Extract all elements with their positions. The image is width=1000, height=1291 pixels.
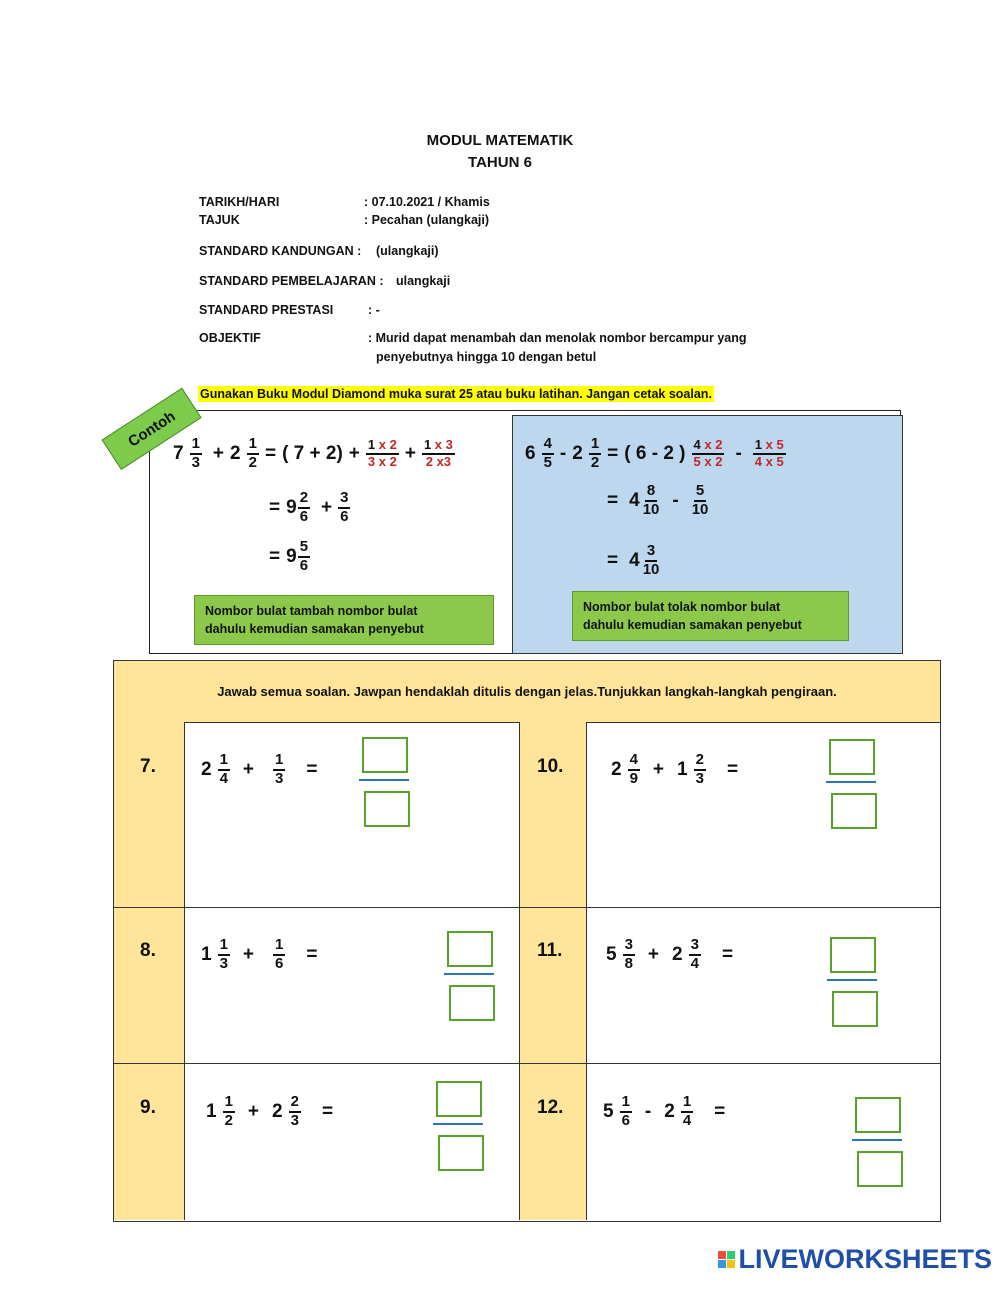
logo-cube-icon [718,1251,735,1268]
answer-fraction-bar [826,781,876,783]
objektif-value-1: : Murid dapat menambah dan menolak nombor bercampur yang [368,331,747,345]
answer-fraction-bar [359,779,409,781]
answer-fraction-bar [433,1123,483,1125]
question-expression: 1 $\frac{1}{2}$ + 2 $\frac{2}{3}$ = [206,1093,334,1129]
row-divider [114,1063,940,1064]
answer-numerator-input[interactable] [829,739,875,775]
example-left-note: Nombor bulat tambah nombor bulat dahulu kemudian samakan penyebut [194,595,494,645]
question-expression: 1 $\frac{1}{3}$ + $\frac{1}{6}$ = [201,936,318,972]
objektif-label: OBJEKTIF [199,331,261,345]
spr-label: STANDARD PRESTASI [199,303,334,317]
question-expression: 2 $\frac{4}{9}$ + 1 $\frac{2}{3}$ = [611,751,739,787]
objektif-value-2: penyebutnya hingga 10 dengan betul [376,350,597,364]
liveworksheets-logo [718,1244,992,1275]
question-number: 12. [537,1097,564,1118]
tajuk-value: : Pecahan (ulangkaji) [364,213,490,227]
sk-value: (ulangkaji) [376,244,439,258]
question-number: 8. [140,940,156,961]
question-number: 9. [140,1097,156,1118]
highlight-instruction: Gunakan Buku Modul Diamond muka surat 25 atau buku latihan. Jangan cetak soalan. [200,387,712,401]
question-number: 7. [140,756,156,777]
answer-denominator-input[interactable] [832,991,878,1027]
question-expression: 5 $\frac{1}{6}$ - 2 $\frac{1}{4}$ = [603,1093,726,1129]
question-number: 11. [537,940,563,961]
answer-numerator-input[interactable] [362,737,408,773]
answer-fraction-bar [852,1139,902,1141]
number-column-right [519,722,587,1220]
example-right-line-3: = 4 $\frac{3}{10}$ [607,542,660,578]
answer-denominator-input[interactable] [831,793,877,829]
answer-numerator-input[interactable] [447,931,493,967]
example-right-line-1: 6 $\frac{4}{5}$ - 2 $\frac{1}{2}$ = ( 6 - 2 ) $\frac{4 x 2}{5 x 2}$ - $\frac{1 x 5}{4 x 5}$ [525,435,784,471]
page-title: MODUL MATEMATIK [426,132,574,149]
instruction-banner: Jawab semua soalan. Jawpan hendaklah ditulis dengan jelas.Tunjukkan langkah-langkah pengiraan. [114,661,940,723]
tarikh-label: TARIKH/HARI [199,195,280,209]
answer-denominator-input[interactable] [364,791,410,827]
answer-numerator-input[interactable] [436,1081,482,1117]
answer-denominator-input[interactable] [857,1151,903,1187]
answer-denominator-input[interactable] [449,985,495,1021]
sp-label: STANDARD PEMBELAJARAN : [199,274,384,288]
example-right-note: Nombor bulat tolak nombor bulat dahulu kemudian samakan penyebut [572,591,849,641]
answer-numerator-input[interactable] [830,937,876,973]
example-left-line-3: = 9 $\frac{5}{6}$ [269,538,309,574]
question-expression: 5 $\frac{3}{8}$ + 2 $\frac{3}{4}$ = [606,936,734,972]
sk-label: STANDARD KANDUNGAN : [199,244,362,258]
answer-fraction-bar [444,973,494,975]
number-column-left [114,722,185,1220]
sp-value: ulangkaji [396,274,451,288]
question-number: 10. [537,756,564,777]
row-divider [114,907,940,908]
example-right-line-2: = 4 $\frac{8}{10}$ - $\frac{5}{10}$ [607,482,709,518]
tajuk-label: TAJUK [199,213,240,227]
question-expression: 2 $\frac{1}{4}$ + $\frac{1}{3}$ = [201,751,318,787]
spr-value: : - [368,303,380,317]
tarikh-value: : 07.10.2021 / Khamis [364,195,490,209]
logo-text: LIVEWORKSHEETS [738,1244,992,1274]
answer-numerator-input[interactable] [855,1097,901,1133]
answer-fraction-bar [827,979,877,981]
contoh-tag: Contoh [102,388,202,470]
page-subtitle: TAHUN 6 [468,154,532,171]
answer-denominator-input[interactable] [438,1135,484,1171]
example-left-line-1: 7 $\frac{1}{3}$ + 2 $\frac{1}{2}$ = ( 7 + 2) + $\frac{1 x 2}{3 x 2}$ + $\frac{1 x 3}{2 x3}$ [173,435,453,471]
example-left-line-2: = 9 $\frac{2}{6}$ + $\frac{3}{6}$ [269,489,349,525]
